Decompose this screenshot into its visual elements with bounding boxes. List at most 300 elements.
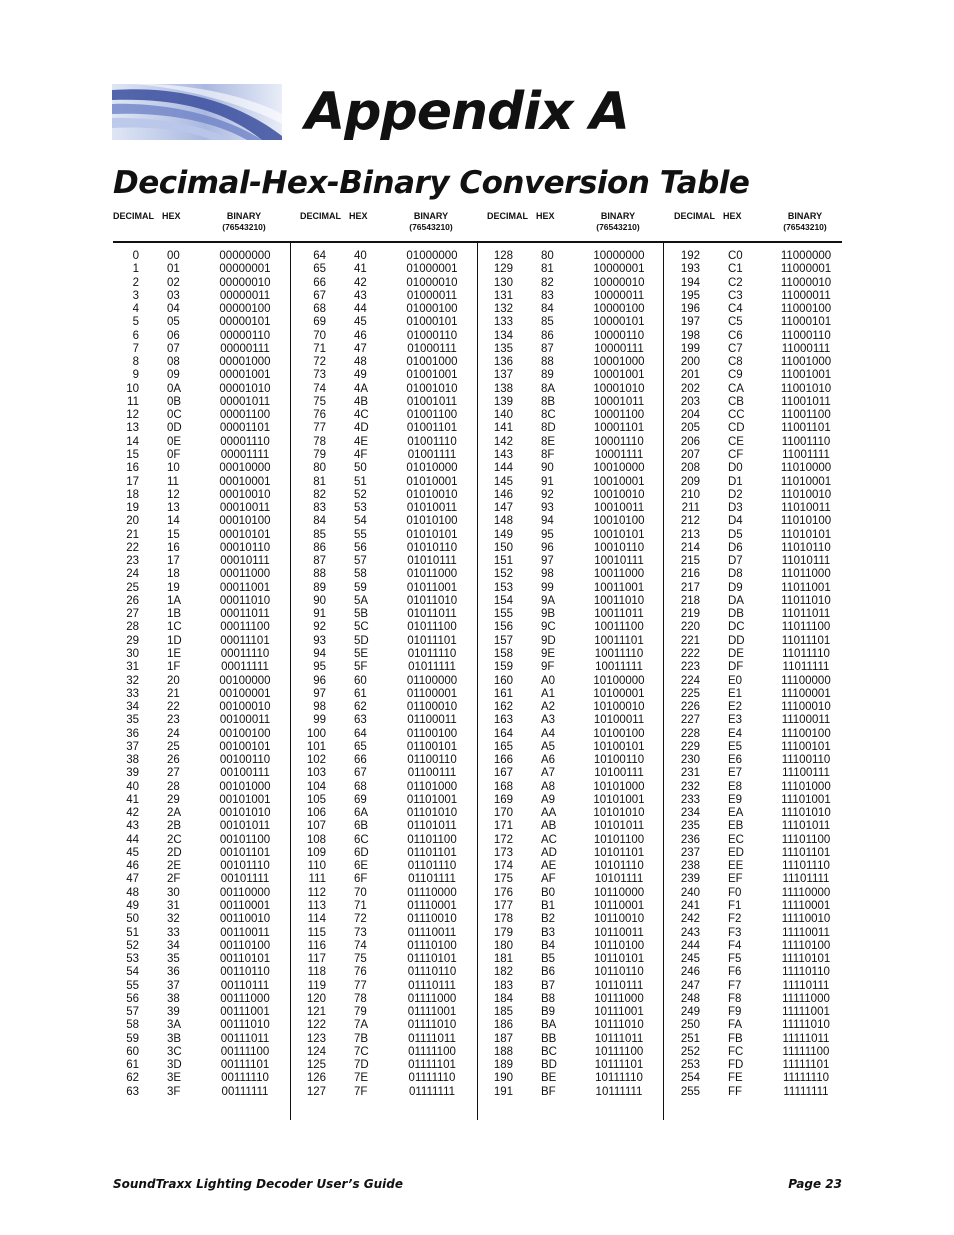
- hex-cell: 6D: [354, 846, 369, 859]
- binary-cell: 11000011: [781, 289, 831, 302]
- decimal-cell: 100: [306, 727, 326, 740]
- decimal-cell: 198: [680, 329, 700, 342]
- binary-cell: 11110011: [782, 926, 830, 939]
- decimal-cell: 104: [306, 780, 326, 793]
- binary-cell: 10101010: [593, 807, 645, 820]
- decimal-cell: 204: [680, 409, 700, 422]
- hex-cell: E7: [728, 767, 743, 780]
- decimal-cell: 220: [680, 621, 700, 634]
- header-binary-label: BINARY: [787, 211, 823, 221]
- decimal-cell: 133: [493, 316, 513, 329]
- decimal-cell: 58: [126, 1019, 139, 1032]
- binary-cell: 11001000: [780, 356, 832, 369]
- decimal-cell: 138: [493, 382, 513, 395]
- binary-cell: 01001100: [406, 409, 458, 422]
- binary-cell: 10111100: [594, 1045, 644, 1058]
- decimal-cell: 10: [126, 382, 139, 395]
- decimal-cell: 162: [493, 701, 513, 714]
- decimal-cell: 233: [680, 793, 700, 806]
- hex-cell: DB: [728, 608, 744, 621]
- header-binary-label: BINARY: [413, 211, 449, 221]
- hex-cell: A3: [541, 714, 556, 727]
- binary-cell: 00011001: [219, 581, 271, 594]
- hex-cell: 2E: [167, 860, 182, 873]
- hex-cell: 76: [354, 966, 367, 979]
- hex-cell: 6E: [354, 860, 369, 873]
- binary-cell: 11010010: [780, 488, 832, 501]
- hex-cell: 2B: [167, 820, 182, 833]
- binary-cell: 01000001: [406, 263, 458, 276]
- decimal-cell: 174: [493, 860, 513, 873]
- binary-cell: 00101110: [220, 860, 270, 873]
- decimal-cell: 122: [306, 1019, 326, 1032]
- decimal-cell: 226: [680, 701, 700, 714]
- hex-cell: 54: [354, 515, 367, 528]
- decimal-cell: 68: [313, 303, 326, 316]
- binary-cell: 01010010: [406, 488, 458, 501]
- decimal-cell: 182: [493, 966, 513, 979]
- decimal-cell: 200: [680, 356, 700, 369]
- binary-cell: 00010010: [219, 488, 271, 501]
- hex-cell: 0C: [167, 409, 182, 422]
- decimal-cell: 80: [313, 462, 326, 475]
- binary-cell: 11111001: [782, 1006, 830, 1019]
- hex-cell: EC: [728, 833, 744, 846]
- decimal-cell: 130: [493, 276, 513, 289]
- hex-cell: 5C: [354, 621, 369, 634]
- binary-cell: 11011010: [781, 594, 831, 607]
- binary-cell: 01110110: [407, 966, 457, 979]
- decimal-cell: 44: [126, 833, 139, 846]
- header-decimal: DECIMAL: [674, 211, 715, 221]
- hex-cell: B3: [541, 926, 556, 939]
- binary-cell: 10100001: [593, 687, 645, 700]
- binary-cell: 01011100: [407, 621, 457, 634]
- binary-cell: 00001110: [220, 435, 270, 448]
- binary-cell: 11111000: [782, 992, 830, 1005]
- decimal-cell: 201: [680, 369, 700, 382]
- hex-cell: A7: [541, 767, 556, 780]
- hex-cell: 67: [354, 767, 367, 780]
- decimal-cell: 6: [132, 329, 139, 342]
- hex-cell: B9: [541, 1006, 556, 1019]
- binary-cell: 01101001: [406, 793, 458, 806]
- binary-cell: 10000010: [593, 276, 645, 289]
- hex-cell: 09: [167, 369, 180, 382]
- hex-cell: A1: [541, 687, 556, 700]
- hex-cell: A5: [541, 740, 556, 753]
- hex-cell: E1: [728, 687, 743, 700]
- binary-cell: 10101001: [593, 793, 645, 806]
- binary-cell: 00011110: [220, 647, 270, 660]
- decimal-cell: 146: [493, 488, 513, 501]
- hex-cell: 8F: [541, 448, 555, 461]
- binary-cell: 01110010: [407, 913, 457, 926]
- binary-cell: 11000110: [781, 329, 831, 342]
- binary-cell: 01111101: [408, 1059, 456, 1072]
- binary-cell: 01010101: [406, 528, 458, 541]
- hex-cell: 17: [167, 555, 180, 568]
- binary-cell: 10010001: [593, 475, 645, 488]
- binary-cell: 10110011: [594, 926, 644, 939]
- decimal-cell: 217: [680, 581, 700, 594]
- binary-cell: 01001000: [406, 356, 458, 369]
- hex-cell: 9A: [541, 594, 556, 607]
- hex-cell: 47: [354, 342, 367, 355]
- decimal-column: [113, 250, 139, 1099]
- decimal-cell: 116: [307, 939, 326, 952]
- hex-cell: 50: [354, 462, 367, 475]
- binary-cell: 01001001: [406, 369, 458, 382]
- binary-cell: 01011110: [407, 647, 457, 660]
- column-divider: [477, 243, 478, 1120]
- decimal-cell: 224: [680, 674, 700, 687]
- hex-cell: 84: [541, 303, 554, 316]
- binary-cell: 00100110: [219, 754, 271, 767]
- decimal-cell: 253: [680, 1059, 700, 1072]
- decimal-cell: 216: [680, 568, 700, 581]
- hex-cell: 5D: [354, 634, 369, 647]
- binary-cell: 10000100: [593, 303, 645, 316]
- decimal-cell: 240: [680, 886, 700, 899]
- decimal-cell: 187: [493, 1032, 513, 1045]
- decimal-cell: 89: [313, 581, 326, 594]
- decimal-cell: 86: [313, 541, 326, 554]
- binary-cell: 01111100: [408, 1045, 456, 1058]
- decimal-cell: 83: [313, 502, 326, 515]
- hex-cell: AE: [541, 860, 557, 873]
- decimal-cell: 207: [680, 448, 700, 461]
- binary-cell: 11111111: [783, 1085, 829, 1098]
- decimal-cell: 131: [493, 289, 513, 302]
- hex-cell: F7: [728, 979, 742, 992]
- decimal-cell: 36: [126, 727, 139, 740]
- hex-cell: 57: [354, 555, 367, 568]
- decimal-cell: 60: [126, 1045, 139, 1058]
- binary-cell: 00100001: [219, 687, 271, 700]
- decimal-cell: 199: [680, 342, 700, 355]
- header-binary-label: BINARY: [226, 211, 262, 221]
- hex-cell: 27: [167, 767, 180, 780]
- hex-cell: E8: [728, 780, 743, 793]
- decimal-cell: 184: [493, 992, 513, 1005]
- hex-cell: AA: [541, 807, 557, 820]
- decimal-cell: 168: [493, 780, 513, 793]
- binary-cell: 11101011: [781, 820, 831, 833]
- hex-cell: 0A: [167, 382, 182, 395]
- binary-cell: 01111110: [408, 1072, 456, 1085]
- binary-cell: 01101010: [406, 807, 458, 820]
- binary-cell: 00010110: [219, 541, 271, 554]
- binary-cell: 01110100: [407, 939, 457, 952]
- decimal-cell: 202: [680, 382, 700, 395]
- hex-cell: F9: [728, 1006, 742, 1019]
- decimal-cell: 193: [680, 263, 700, 276]
- binary-cell: 00000010: [219, 276, 271, 289]
- decimal-cell: 139: [493, 395, 513, 408]
- hex-cell: 4B: [354, 395, 369, 408]
- decimal-cell: 107: [306, 820, 326, 833]
- binary-cell: 00111100: [220, 1045, 270, 1058]
- decimal-cell: 251: [680, 1032, 700, 1045]
- binary-cell: 00110010: [219, 913, 271, 926]
- hex-cell: 35: [167, 953, 180, 966]
- binary-column: [586, 250, 652, 1099]
- decimal-cell: 33: [126, 687, 139, 700]
- hex-cell: 53: [354, 502, 367, 515]
- binary-cell: 00100000: [219, 674, 271, 687]
- binary-cell: 01001011: [406, 395, 458, 408]
- decimal-cell: 77: [313, 422, 326, 435]
- hex-column: [728, 250, 745, 1099]
- binary-cell: 10010010: [593, 488, 645, 501]
- decimal-cell: 165: [493, 740, 513, 753]
- binary-cell: 10000111: [594, 342, 644, 355]
- decimal-cell: 171: [493, 820, 513, 833]
- binary-cell: 10001011: [593, 395, 645, 408]
- binary-cell: 11001110: [781, 435, 831, 448]
- hex-cell: 7D: [354, 1059, 369, 1072]
- decimal-column: [300, 250, 326, 1099]
- decimal-cell: 74: [313, 382, 326, 395]
- binary-cell: 00100010: [219, 701, 271, 714]
- decimal-cell: 250: [680, 1019, 700, 1032]
- hex-cell: 40: [354, 250, 367, 262]
- decimal-cell: 242: [680, 913, 700, 926]
- decimal-cell: 110: [307, 860, 326, 873]
- decimal-cell: 218: [680, 594, 700, 607]
- decimal-cell: 12: [126, 409, 139, 422]
- hex-cell: E9: [728, 793, 743, 806]
- hex-cell: C4: [728, 303, 743, 316]
- hex-cell: 14: [167, 515, 180, 528]
- decimal-cell: 238: [680, 860, 700, 873]
- decimal-cell: 237: [680, 846, 700, 859]
- hex-cell: 33: [167, 926, 180, 939]
- decimal-cell: 118: [307, 966, 326, 979]
- binary-cell: 11001111: [782, 448, 830, 461]
- binary-cell: 11011101: [781, 634, 831, 647]
- hex-cell: 8B: [541, 395, 556, 408]
- hex-cell: 2C: [167, 833, 182, 846]
- decimal-cell: 75: [313, 395, 326, 408]
- decimal-cell: 65: [313, 263, 326, 276]
- decimal-cell: 114: [307, 913, 326, 926]
- decimal-cell: 203: [680, 395, 700, 408]
- hex-cell: 92: [541, 488, 554, 501]
- hex-cell: 68: [354, 780, 367, 793]
- decimal-cell: 105: [306, 793, 326, 806]
- hex-cell: 8A: [541, 382, 556, 395]
- hex-cell: 71: [354, 900, 367, 913]
- decimal-cell: 254: [680, 1072, 700, 1085]
- binary-cell: 00001101: [219, 422, 271, 435]
- decimal-cell: 244: [680, 939, 700, 952]
- decimal-cell: 235: [680, 820, 700, 833]
- decimal-cell: 167: [493, 767, 513, 780]
- hex-cell: D1: [728, 475, 743, 488]
- binary-cell: 11100110: [781, 754, 831, 767]
- hex-cell: 06: [167, 329, 180, 342]
- hex-cell: B6: [541, 966, 556, 979]
- decimal-cell: 71: [313, 342, 326, 355]
- binary-cell: 10110101: [593, 953, 645, 966]
- hex-cell: 96: [541, 541, 554, 554]
- hex-cell: 49: [354, 369, 367, 382]
- hex-cell: B4: [541, 939, 556, 952]
- hex-cell: 66: [354, 754, 367, 767]
- hex-cell: 3B: [167, 1032, 182, 1045]
- hex-cell: FF: [728, 1085, 743, 1098]
- binary-cell: 00010011: [219, 502, 271, 515]
- decimal-cell: 14: [126, 435, 139, 448]
- hex-cell: 75: [354, 953, 367, 966]
- binary-cell: 01101100: [407, 833, 457, 846]
- hex-cell: 46: [354, 329, 367, 342]
- hex-cell: 1C: [167, 621, 182, 634]
- hex-cell: 9E: [541, 647, 556, 660]
- header-binary-bit-order: (76543210): [596, 222, 640, 232]
- binary-cell: 11110101: [781, 953, 831, 966]
- decimal-cell: 129: [493, 263, 513, 276]
- hex-cell: D3: [728, 502, 743, 515]
- binary-cell: 10011001: [593, 581, 645, 594]
- decimal-cell: 136: [493, 356, 513, 369]
- hex-cell: 19: [167, 581, 180, 594]
- hex-cell: FB: [728, 1032, 743, 1045]
- decimal-cell: 164: [493, 727, 513, 740]
- binary-cell: 10101101: [593, 846, 645, 859]
- binary-cell: 11011001: [781, 581, 831, 594]
- hex-cell: 2D: [167, 846, 182, 859]
- binary-cell: 00000110: [219, 329, 271, 342]
- decimal-cell: 91: [313, 608, 326, 621]
- binary-cell: 01100111: [407, 767, 457, 780]
- decimal-cell: 25: [126, 581, 139, 594]
- hex-cell: 1D: [167, 634, 182, 647]
- decimal-cell: 54: [126, 966, 139, 979]
- hex-cell: 20: [167, 674, 180, 687]
- decimal-cell: 127: [306, 1085, 326, 1098]
- decimal-cell: 213: [680, 528, 700, 541]
- decimal-cell: 229: [680, 740, 700, 753]
- binary-cell: 11010100: [780, 515, 832, 528]
- decimal-cell: 166: [493, 754, 513, 767]
- binary-cell: 01011000: [406, 568, 458, 581]
- hex-cell: F1: [728, 900, 742, 913]
- hex-cell: BF: [541, 1085, 556, 1098]
- column-divider: [290, 243, 291, 1120]
- hex-cell: 18: [167, 568, 180, 581]
- binary-cell: 11100100: [781, 727, 831, 740]
- decimal-cell: 2: [132, 276, 139, 289]
- decimal-cell: 18: [126, 488, 139, 501]
- hex-cell: 30: [167, 886, 180, 899]
- decimal-cell: 7: [132, 342, 139, 355]
- decimal-cell: 176: [493, 886, 513, 899]
- hex-cell: C8: [728, 356, 743, 369]
- hex-cell: 1E: [167, 647, 182, 660]
- hex-cell: 5F: [354, 661, 368, 674]
- hex-cell: 39: [167, 1006, 180, 1019]
- binary-cell: 00100111: [220, 767, 270, 780]
- hex-cell: 3C: [167, 1045, 182, 1058]
- decimal-cell: 39: [126, 767, 139, 780]
- hex-cell: 0D: [167, 422, 182, 435]
- binary-cell: 00000001: [219, 263, 271, 276]
- decimal-cell: 157: [493, 634, 513, 647]
- binary-cell: 11010000: [780, 462, 832, 475]
- decimal-cell: 214: [680, 541, 700, 554]
- binary-cell: 01000101: [406, 316, 458, 329]
- decimal-cell: 243: [680, 926, 700, 939]
- decimal-cell: 67: [313, 289, 326, 302]
- decimal-cell: 13: [126, 422, 139, 435]
- binary-cell: 01111011: [408, 1032, 456, 1045]
- decimal-cell: 192: [680, 250, 700, 262]
- decimal-cell: 180: [493, 939, 513, 952]
- decimal-cell: 212: [680, 515, 700, 528]
- binary-cell: 10111011: [594, 1032, 644, 1045]
- binary-cell: 00111110: [221, 1072, 269, 1085]
- decimal-cell: 85: [313, 528, 326, 541]
- decimal-cell: 64: [313, 250, 326, 262]
- decimal-cell: 191: [493, 1085, 513, 1098]
- decimal-cell: 119: [307, 979, 326, 992]
- hex-cell: 9F: [541, 661, 555, 674]
- binary-cell: 11011110: [782, 647, 830, 660]
- hex-cell: D4: [728, 515, 743, 528]
- decimal-cell: 69: [313, 316, 326, 329]
- header-binary-bit-order: (76543210): [222, 222, 266, 232]
- decimal-cell: 142: [493, 435, 513, 448]
- decimal-cell: 37: [126, 740, 139, 753]
- binary-cell: 10111101: [594, 1059, 644, 1072]
- binary-cell: 01101110: [407, 860, 457, 873]
- hex-cell: C2: [728, 276, 743, 289]
- header-binary-bit-order: (76543210): [409, 222, 453, 232]
- hex-cell: CD: [728, 422, 745, 435]
- binary-cell: 00001000: [219, 356, 271, 369]
- decimal-cell: 135: [493, 342, 513, 355]
- decimal-cell: 31: [126, 661, 139, 674]
- hex-cell: 3E: [167, 1072, 182, 1085]
- decimal-cell: 188: [493, 1045, 513, 1058]
- hex-cell: 3A: [167, 1019, 182, 1032]
- decimal-cell: 195: [680, 289, 700, 302]
- hex-cell: 25: [167, 740, 180, 753]
- binary-cell: 10100101: [593, 740, 645, 753]
- hex-cell: A4: [541, 727, 556, 740]
- decimal-cell: 56: [126, 992, 139, 1005]
- binary-cell: 11101110: [782, 860, 830, 873]
- hex-cell: 69: [354, 793, 367, 806]
- hex-cell: 94: [541, 515, 554, 528]
- hex-cell: AD: [541, 846, 557, 859]
- decimal-cell: 144: [493, 462, 513, 475]
- binary-cell: 00110110: [220, 966, 270, 979]
- decimal-cell: 249: [680, 1006, 700, 1019]
- binary-cell: 10011111: [595, 661, 643, 674]
- binary-cell: 00111111: [221, 1085, 269, 1098]
- decimal-cell: 95: [313, 661, 326, 674]
- decimal-cell: 50: [126, 913, 139, 926]
- binary-cell: 10110010: [593, 913, 645, 926]
- header-binary: [773, 211, 837, 232]
- decimal-cell: 78: [313, 435, 326, 448]
- decimal-cell: 115: [307, 926, 326, 939]
- hex-cell: 37: [167, 979, 180, 992]
